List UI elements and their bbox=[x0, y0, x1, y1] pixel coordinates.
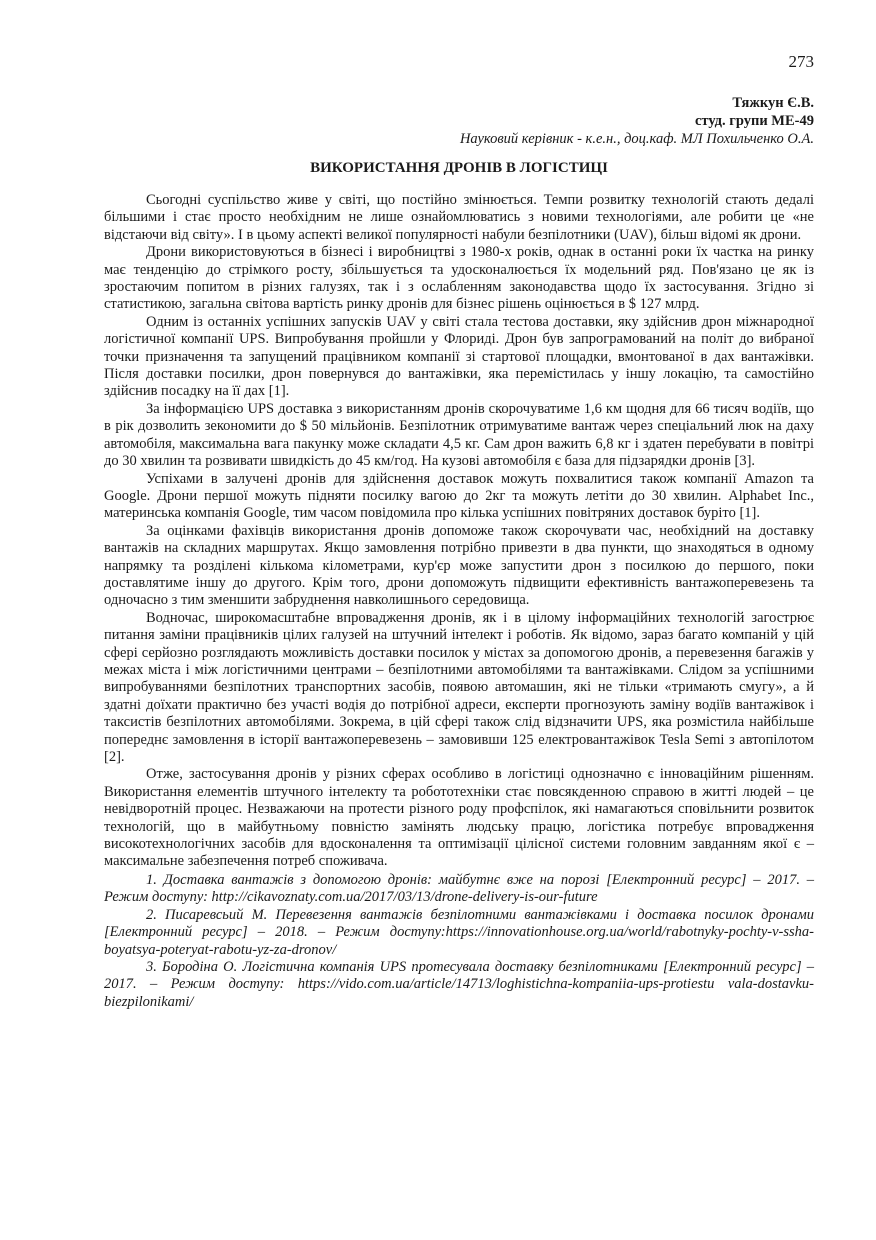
paragraph: За інформацією UPS доставка з використанням дронів скорочуватиме 1,6 км щодня для 66 тисяч водіїв, що в рік дозволить зекономити до $ 50 мільйонів. Безпілотник отримуватиме вантаж через спеціальний люк на даху автомобіля, максимальна вага пакунку може складати 4,5 кг. Сам дрон важить 6,8 кг і здатен перебувати в повітрі до 30 хвилин та розвивати швидкість до 45 км/год. На кузові автомобіля є база для підзарядки дронів [3]. bbox=[104, 400, 814, 470]
author-name: Тяжкун Є.В. bbox=[732, 95, 814, 111]
references-list bbox=[104, 872, 814, 1011]
supervisor-line: Науковий керівник - к.е.н., доц.каф. МЛ Похильченко О.А. bbox=[459, 131, 814, 147]
paragraph: Водночас, широкомасштабне впровадження дронів, як і в цілому інформаційних технологій загострює питання заміни працівників цілих галузей на штучний інтелект і роботів. Як відомо, зараз багато компаній у цій сфері серйозно розглядають можливість доставки посилок у містах за допомогою дронів, а перевезення багажів у межах міста і між логістичними центрами – безпілотними автомобілями та вантажівками. Слідом за успішними випробуваннями безпілотних транспортних засобів, появою автомашин, які не тільки «тримають смугу», а й здатні доїхати практично без участі водія до потрібної адреси, експерти прогнозують заміну водіїв вантажівок і таксистів безпілотних автомобілями. Зокрема, в цій сфері також слід відзначити UPS, яка розмістила найбільше попереднє замовлення в історії вантажоперевезень – замовивши 125 електровантажівок Tesla Semi з автопілотом [2]. bbox=[104, 609, 814, 765]
paragraph: Дрони використовуються в бізнесі і виробництві з 1980-х років, однак в останні роки їх частка на ринку має тенденцію до стрімкого росту, збільшується та удосконалюється їх модельний ряд. Пов'язано це як із зростаючим попитом в різних галузях, так і з ослабленням законодавства щодо їх застосування. Згідно зі статистикою, загальна світова вартість ринку дронів для бізнес рішень оцінюється в $ 127 млрд. bbox=[104, 244, 814, 313]
paragraph: Отже, застосування дронів у різних сферах особливо в логістиці однозначно є інноваційним рішенням. Використання елементів штучного інтелекту та робототехніки стає повсякденною справою в житті людей – це невідворотній процес. Незважаючи на протести різного роду профспілок, які намагаються сповільнити розвиток технологій, що в майбутньому повністю замінять людську працю, логістика потребує впровадження високотехнологічних засобів для вдосконалення та оптимізації цілісної системи головним завданням якої є – максимальне забезпечення потреб споживача. bbox=[104, 766, 814, 870]
paragraph: Успіхами в залучені дронів для здійснення доставок можуть похвалитися також компанії Amazon та Google. Дрони першої можуть підняти посилку вагою до 2кг та можуть летіти до 30 хвилин. Alphabet Inc., материнська компанія Google, тим часом повідомила про кілька успішних повітряних доставок буріто [1]. bbox=[104, 470, 814, 522]
reference-item: 3. Бородіна О. Логістична компанія UPS протесувала доставку безпілотниками [Електронний ресурс] – 2017. – Режим доступу: https://vido.com.ua/article/14713/loghistichna-kompaniia-ups-protiestu vala-dostavku-biezpilonikami/ bbox=[104, 959, 814, 1010]
page-number: 273 bbox=[788, 52, 814, 71]
article-title: ВИКОРИСТАННЯ ДРОНІВ В ЛОГІСТИЦІ bbox=[310, 160, 608, 176]
reference-item: 1. Доставка вантажів з допомогою дронів: майбутнє вже на порозі [Електронний ресурс] – 2017. – Режим доступу: http://cikavoznaty.com.ua/2017/03/13/drone-delivery-is-our-future bbox=[104, 872, 814, 906]
author-group: студ. групи МЕ-49 bbox=[694, 113, 814, 129]
paragraph: Одним із останніх успішних запусків UAV у світі стала тестова доставки, яку здійснив дрон міжнародної логістичної компанії UPS. Випробування пройшли у Флориді. Дрон був запрограмований на політ до вибраної точки призначення та запущений працівником компанії зі стартової площадки, вмонтованої в дах вантажівки. Після доставки посилки, дрон повернувся до вантажівки, яка перемістилась у іншу локацію, та самостійно здійснив посадку на її дах [1]. bbox=[104, 313, 814, 400]
article-body bbox=[104, 192, 814, 871]
paragraph: За оцінками фахівців використання дронів допоможе також скорочувати час, необхідний на доставку вантажів на складних маршрутах. Якщо замовлення потрібно привезти в два пункти, що знаходяться в одному напрямку та розділені кількома кілометрами, кур'єр може запустити дрон з посилкою до першого, поки доставлятиме іншу до другого. Крім того, дрони допоможуть підвищити ефективність вантажоперевезень та одночасно з тим зменшити забруднення навколишнього середовища. bbox=[104, 522, 814, 609]
reference-item: 2. Писаревсьий М. Перевезення вантажів безпілотними вантажівками і доставка посилок дронами [Електронний ресурс] – 2018. – Режим доступу:https://innovationhouse.org.ua/world/rabotnyky-pochty-v-ssha-boyatsya-poteryat-rabotu-yz-za-dronov/ bbox=[104, 906, 814, 958]
paragraph: Сьогодні суспільство живе у світі, що постійно змінюється. Темпи розвитку технологій стають дедалі більшими і стає просто необхідним не лише ознайомлюватись з новими технологіями, але робити це «не відстаючи від світу». І в цьому аспекті великої популярності набули безпілотники (UAV), більш відомі як дрони. bbox=[104, 192, 814, 243]
author-block bbox=[460, 94, 814, 148]
